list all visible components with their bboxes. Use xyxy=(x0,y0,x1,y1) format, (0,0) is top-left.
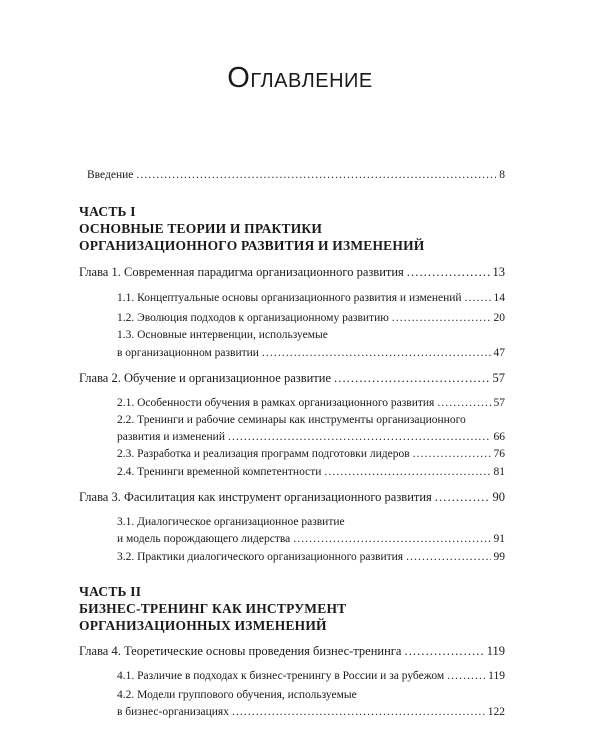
toc-entry-label: 2.3. Разработка и реализация программ подготовки лидеров xyxy=(117,448,410,460)
toc-section-1-2[interactable] xyxy=(117,311,505,325)
toc-page-number: 57 xyxy=(492,371,505,385)
toc-page-number: 122 xyxy=(487,706,505,718)
toc-page-number: 90 xyxy=(492,490,505,504)
dot-leader xyxy=(228,430,491,444)
page-title: Оглавление xyxy=(227,62,373,94)
toc-section-2-3[interactable] xyxy=(117,447,505,461)
dot-leader xyxy=(437,396,490,410)
dot-leader xyxy=(293,532,490,546)
toc-entry-label: 1.2. Эволюция подходов к организационному развитию xyxy=(117,312,389,324)
toc-chapter-4[interactable] xyxy=(79,644,505,658)
dot-leader xyxy=(447,669,485,683)
toc-entry-label: 4.1. Различие в подходах к бизнес-тренингу в России и за рубежом xyxy=(117,670,445,682)
toc-section-3-1[interactable] xyxy=(117,532,505,546)
part-heading-2 xyxy=(79,583,346,634)
toc-entry-label: развития и изменений xyxy=(117,431,225,443)
toc-section-3-2[interactable] xyxy=(117,550,505,564)
dot-leader xyxy=(136,168,496,182)
toc-page-number: 8 xyxy=(499,169,505,181)
dot-leader xyxy=(404,644,483,658)
toc-entry-intro[interactable] xyxy=(87,168,505,182)
toc-entry-label: 2.1. Особенности обучения в рамках организационного развития xyxy=(117,397,435,409)
toc-section-4-2[interactable] xyxy=(117,705,505,719)
dot-leader xyxy=(334,371,490,385)
toc-section-2-2-line1[interactable]: 2.2. Тренинги и рабочие семинары как инструменты организационного xyxy=(117,414,466,426)
toc-page-number: 13 xyxy=(492,265,505,279)
toc-page-number: 119 xyxy=(488,670,505,682)
part-label: ЧАСТЬ I xyxy=(79,204,136,219)
toc-entry-label: Глава 2. Обучение и организационное развитие xyxy=(79,371,331,385)
dot-leader xyxy=(465,291,491,305)
toc-entry-label: в бизнес-организациях xyxy=(117,706,229,718)
dot-leader xyxy=(324,465,490,479)
toc-entry-label: Глава 3. Фасилитация как инструмент организационного развития xyxy=(79,490,432,504)
part-heading-1 xyxy=(79,203,424,254)
toc-page-number: 66 xyxy=(493,431,505,443)
dot-leader xyxy=(392,311,491,325)
toc-page-number: 57 xyxy=(493,397,505,409)
toc-page-number: 20 xyxy=(493,312,505,324)
toc-entry-label: 2.4. Тренинги временной компетентности xyxy=(117,466,322,478)
toc-page-number: 47 xyxy=(493,347,505,359)
toc-entry-label: Глава 4. Теоретические основы проведения бизнес-тренинга xyxy=(79,644,402,658)
toc-entry-label: и модель порождающего лидерства xyxy=(117,533,291,545)
part-title-line: ОСНОВНЫЕ ТЕОРИИ И ПРАКТИКИ xyxy=(79,221,323,236)
toc-page-number: 119 xyxy=(486,644,505,658)
toc-page-number: 91 xyxy=(493,533,505,545)
toc-entry-label: Глава 1. Современная парадигма организационного развития xyxy=(79,265,404,279)
dot-leader xyxy=(435,490,490,504)
toc-section-4-1[interactable] xyxy=(117,669,505,683)
toc-page-number: 99 xyxy=(493,551,505,563)
dot-leader xyxy=(407,265,490,279)
toc-chapter-3[interactable] xyxy=(79,490,505,504)
toc-section-2-2[interactable] xyxy=(117,430,505,444)
dot-leader xyxy=(413,447,491,461)
toc-section-3-1-line1[interactable]: 3.1. Диалогическое организационное развитие xyxy=(117,516,345,528)
toc-chapter-2[interactable] xyxy=(79,371,505,385)
toc-entry-label: 1.1. Концептуальные основы организационного развития и изменений xyxy=(117,292,462,304)
toc-section-2-1[interactable] xyxy=(117,396,505,410)
toc-section-4-2-line1[interactable]: 4.2. Модели группового обучения, используемые xyxy=(117,689,357,701)
toc-section-1-3-line1[interactable]: 1.3. Основные интервенции, используемые xyxy=(117,329,328,341)
part-label: ЧАСТЬ II xyxy=(79,584,142,599)
toc-entry-label: Введение xyxy=(87,169,134,181)
dot-leader xyxy=(262,346,491,360)
part-title-line: ОРГАНИЗАЦИОННЫХ ИЗМЕНЕНИЙ xyxy=(79,618,327,633)
toc-page-number: 81 xyxy=(493,466,505,478)
toc-page-number: 14 xyxy=(493,292,505,304)
toc-section-1-1[interactable] xyxy=(117,291,505,305)
toc-chapter-1[interactable] xyxy=(79,265,505,279)
toc-section-2-4[interactable] xyxy=(117,465,505,479)
toc-entry-label: в организационном развитии xyxy=(117,347,259,359)
dot-leader xyxy=(232,705,485,719)
toc-section-1-3[interactable] xyxy=(117,346,505,360)
toc-entry-label: 3.2. Практики диалогического организационного развития xyxy=(117,551,404,563)
part-title-line: БИЗНЕС-ТРЕНИНГ КАК ИНСТРУМЕНТ xyxy=(79,601,347,616)
dot-leader xyxy=(406,550,490,564)
toc-page-number: 76 xyxy=(493,448,505,460)
part-title-line: ОРГАНИЗАЦИОННОГО РАЗВИТИЯ И ИЗМЕНЕНИЙ xyxy=(79,238,425,253)
